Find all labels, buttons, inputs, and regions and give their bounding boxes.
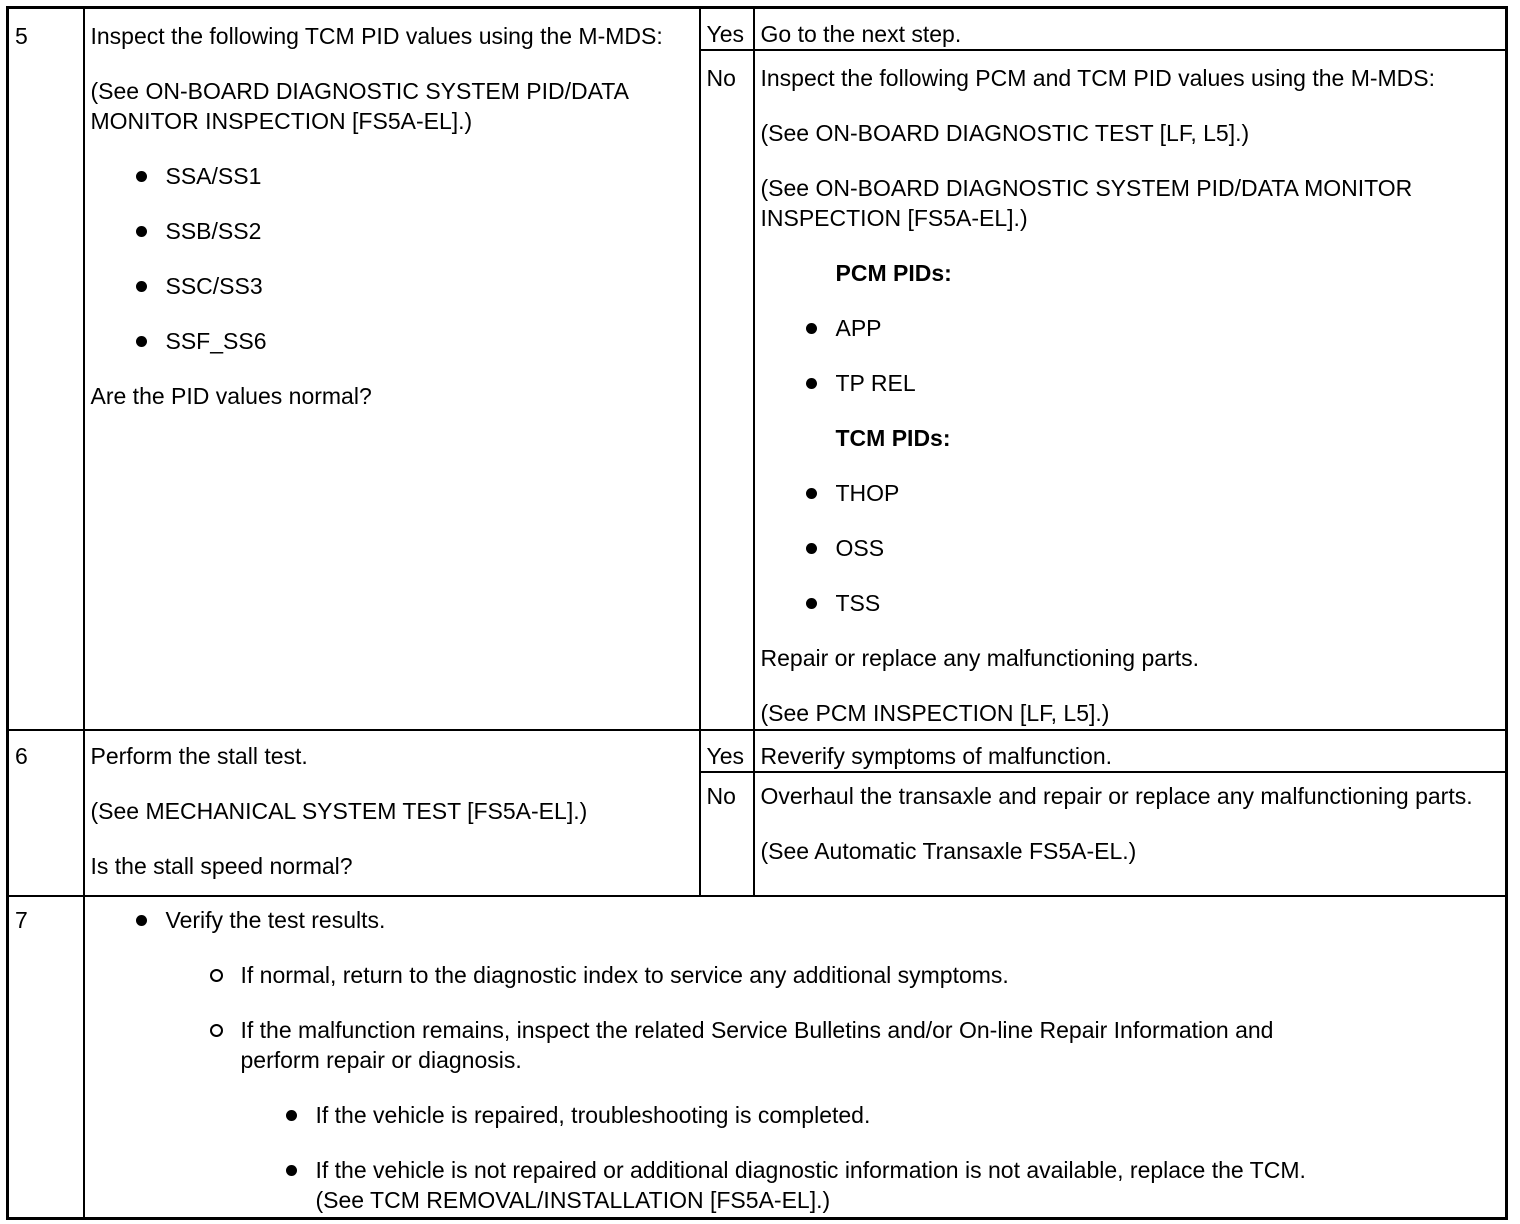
pid-item: TSS [836,588,1500,618]
outcome-item [316,1155,1500,1215]
no-reference: (See Automatic Transaxle FS5A-EL.) [760,838,1137,864]
outcome-list [91,1100,1500,1215]
result-item: If normal, return to the diagnostic index to service any additional symptoms. [241,960,1500,990]
outcome-item: If the vehicle is repaired, troubleshooting is completed. [316,1100,1500,1130]
pid-item: OSS [836,533,1500,563]
step-7-content [84,896,1507,1219]
action-reference: (See MECHANICAL SYSTEM TEST [FS5A-EL].) [90,798,588,824]
no-label: No [700,50,754,730]
pid-list [91,161,693,356]
pid-item: SSA/SS1 [166,161,693,191]
no-reference: (See PCM INSPECTION [LF, L5].) [760,700,1110,726]
pid-item: TP REL [836,368,1500,398]
step-6-action [84,730,700,896]
action-question: Is the stall speed normal? [90,853,353,879]
tcm-pids-heading: TCM PIDs: [835,425,951,451]
no-reference: (See ON-BOARD DIAGNOSTIC SYSTEM PID/DATA MONITOR INSPECTION [FS5A-EL].) [760,175,1413,231]
no-text: Overhaul the transaxle and repair or replace any malfunctioning parts. [760,783,1473,809]
result-item: If the malfunction remains, inspect the related Service Bulletins and/or On-line Repair Information and perform repair or diagnosis. [241,1015,1500,1075]
action-intro: Perform the stall test. [90,743,308,769]
yes-label: Yes [700,730,754,772]
verify-list [91,905,1500,935]
action-reference: (See ON-BOARD DIAGNOSTIC SYSTEM PID/DATA MONITOR INSPECTION [FS5A-EL].) [90,78,628,134]
result-list [91,960,1500,1075]
step-number: 5 [8,8,84,731]
no-reference: (See ON-BOARD DIAGNOSTIC TEST [LF, L5].) [760,120,1250,146]
yes-result: Go to the next step. [754,8,1507,51]
outcome-text: If the vehicle is not repaired or additional diagnostic information is not available, replace the TCM. [315,1157,1306,1183]
no-label: No [700,772,754,896]
step-6-yes-row [8,730,1507,772]
pcm-pid-list [761,313,1500,398]
pcm-pids-heading: PCM PIDs: [835,260,952,286]
pid-item: SSF_SS6 [166,326,693,356]
step-5-action [84,8,700,731]
yes-result: Reverify symptoms of malfunction. [754,730,1507,772]
no-result [754,50,1507,730]
pid-item: SSC/SS3 [166,271,693,301]
action-question: Are the PID values normal? [90,383,372,409]
step-5-yes-row [8,8,1507,51]
yes-label: Yes [700,8,754,51]
step-number: 7 [8,896,84,1219]
no-intro: Inspect the following PCM and TCM PID values using the M-MDS: [760,65,1436,91]
no-result [754,772,1507,896]
repair-instruction: Repair or replace any malfunctioning parts. [760,645,1200,671]
pid-item: APP [836,313,1500,343]
step-number: 6 [8,730,84,896]
verify-item: Verify the test results. [166,905,1500,935]
action-intro: Inspect the following TCM PID values using the M-MDS: [90,23,663,49]
outcome-reference: (See TCM REMOVAL/INSTALLATION [FS5A-EL].) [315,1187,831,1213]
step-7-row [8,896,1507,1219]
pid-item: SSB/SS2 [166,216,693,246]
tcm-pid-list [761,478,1500,618]
pid-item: THOP [836,478,1500,508]
diagnostic-table [6,6,1508,1220]
